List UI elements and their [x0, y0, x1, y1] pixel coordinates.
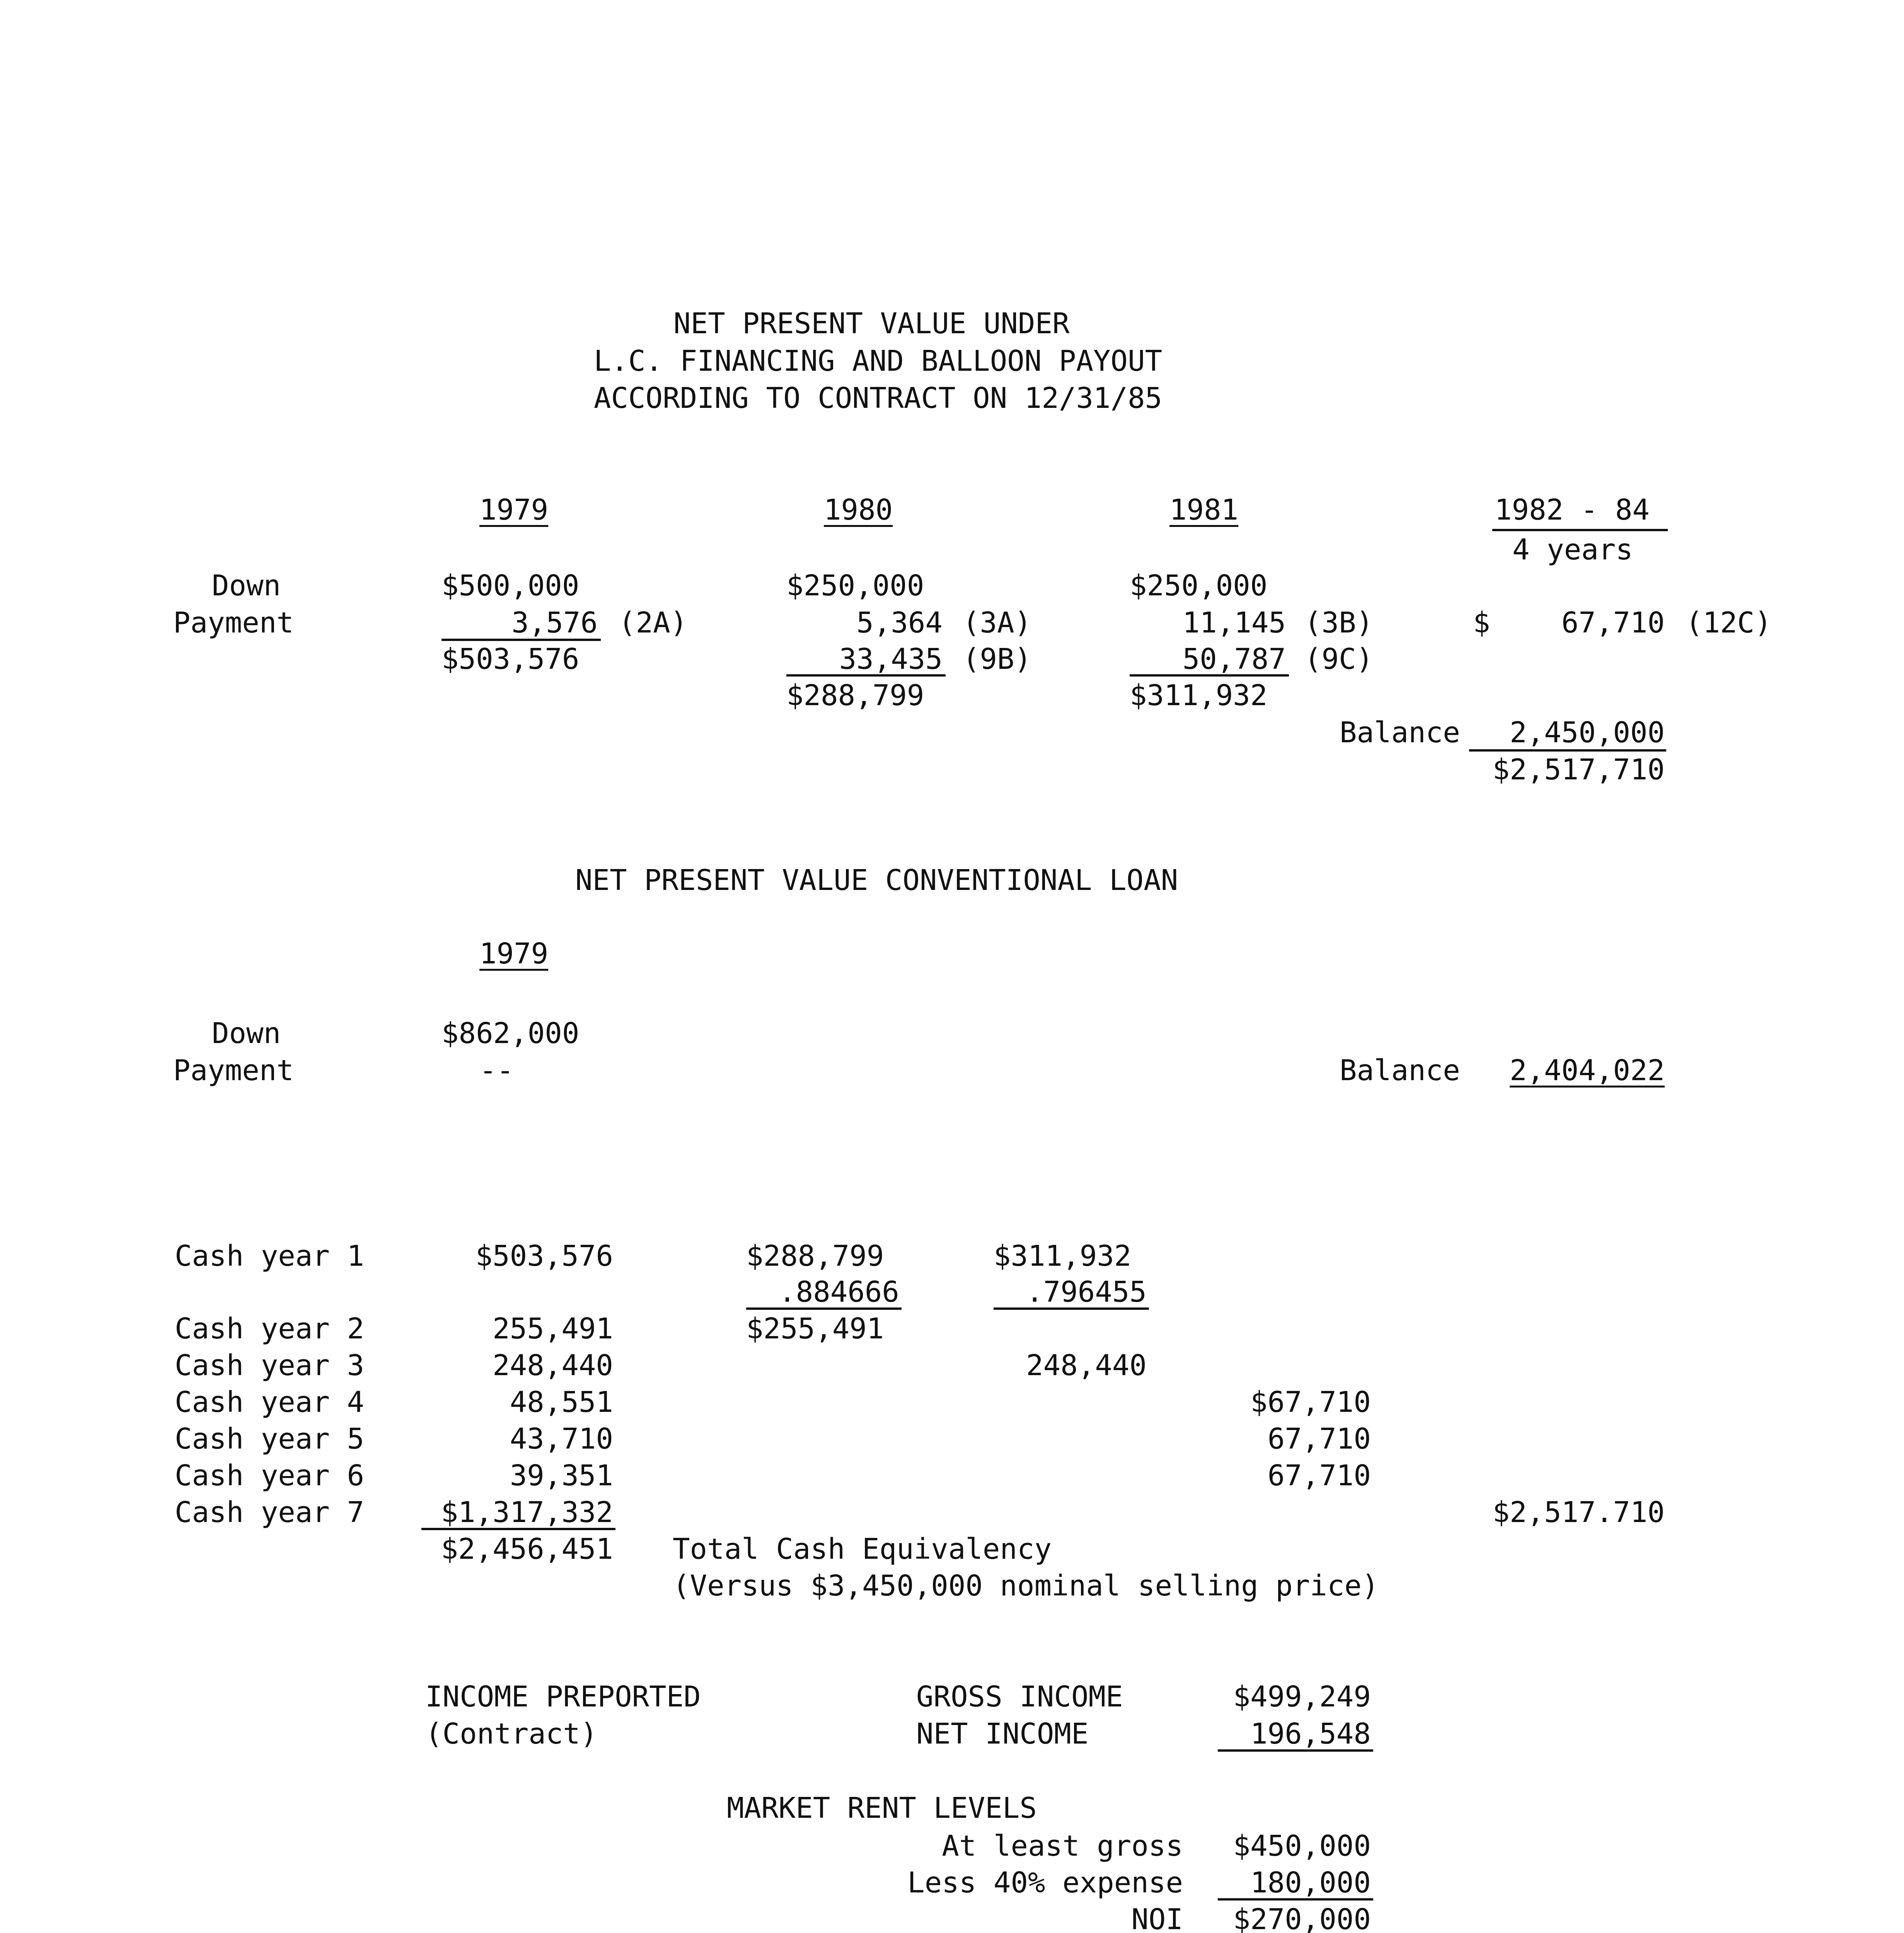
calc-1982-payment: 67,710	[1267, 1422, 1371, 1456]
market-expense-value: 180,000	[1250, 1866, 1371, 1899]
year-1980-header: 1980	[824, 493, 893, 527]
title-line-1: NET PRESENT VALUE UNDER	[673, 307, 1070, 340]
lc-1979-interest-ref: (2A)	[619, 606, 688, 639]
cash-year-label: Cash year 7	[175, 1496, 365, 1529]
conventional-year: 1979	[479, 937, 549, 970]
lc-1981-interest-ref: (3B)	[1304, 606, 1374, 639]
lc-1982-payment-ref: (12C)	[1686, 606, 1772, 639]
lc-1980-down: $250,000	[786, 569, 924, 602]
cash-year-label: Cash year 5	[175, 1422, 365, 1456]
lc-1980-total: $288,799	[786, 679, 924, 712]
year-1979-header: 1979	[479, 493, 549, 527]
cash-year-label: Cash year 3	[175, 1349, 365, 1382]
net-income-label: NET INCOME	[916, 1717, 1089, 1751]
balloon-payment: $2,517.710	[1492, 1496, 1665, 1529]
cash-year-value: 248,440	[493, 1349, 613, 1382]
net-income-value: 196,548	[1250, 1717, 1371, 1751]
lc-1981-interest: 11,145	[1182, 606, 1286, 639]
year-1982-84-header: 1982 - 84	[1495, 493, 1650, 527]
cash-year-label: Cash year 4	[175, 1386, 365, 1419]
lc-1980-interest: 5,364	[856, 606, 943, 639]
conventional-down-label: Down	[212, 1017, 281, 1050]
lc-balance-value: 2,450,000	[1510, 716, 1665, 749]
gross-income-value: $499,249	[1233, 1680, 1371, 1713]
year-1981-header: 1981	[1169, 493, 1239, 527]
income-label-2: (Contract)	[425, 1717, 598, 1751]
payment-label: Payment	[173, 606, 294, 639]
lc-1982-payment: 67,710	[1561, 606, 1665, 639]
lc-1980-balance-ref: (9B)	[963, 643, 1032, 676]
lc-1979-total: $503,576	[441, 643, 580, 676]
sum-rule	[1218, 1749, 1373, 1752]
conventional-balance-value: 2,404,022	[1510, 1054, 1665, 1087]
cash-year-value: 43,710	[510, 1422, 613, 1456]
cash-total: $2,456,451	[441, 1532, 613, 1566]
market-gross-value: $450,000	[1233, 1829, 1371, 1863]
down-label: Down	[212, 569, 281, 602]
calc-1982-payment: 67,710	[1267, 1459, 1371, 1492]
lc-balance-label: Balance	[1340, 716, 1460, 749]
calc-1980-amount: $288,799	[746, 1239, 884, 1273]
sum-rule	[441, 639, 601, 641]
calc-1981-factor: .796455	[1026, 1275, 1147, 1309]
title-line-2: L.C. FINANCING AND BALLOON PAYOUT	[594, 344, 1163, 378]
conventional-down-value: $862,000	[441, 1017, 580, 1050]
sum-rule	[1469, 749, 1666, 752]
market-expense-label: Less 40% expense	[907, 1866, 1183, 1899]
lc-1979-interest: 3,576	[511, 606, 598, 639]
calc-1981-result: 248,440	[1026, 1349, 1147, 1382]
lc-1981-total: $311,932	[1130, 679, 1268, 712]
conventional-title: NET PRESENT VALUE CONVENTIONAL LOAN	[575, 864, 1178, 897]
cash-note-1: Total Cash Equivalency	[673, 1532, 1052, 1566]
market-gross-label: At least gross	[942, 1829, 1183, 1863]
header-rule	[1492, 529, 1668, 531]
gross-income-label: GROSS INCOME	[916, 1680, 1123, 1713]
cash-note-2: (Versus $3,450,000 nominal selling price)	[673, 1569, 1379, 1602]
lc-1981-down: $250,000	[1130, 569, 1268, 602]
lc-1979-down: $500,000	[441, 569, 580, 602]
sum-rule	[786, 674, 946, 677]
sum-rule	[1130, 674, 1289, 677]
title-line-3: ACCORDING TO CONTRACT ON 12/31/85	[594, 382, 1163, 415]
calc-1981-amount: $311,932	[994, 1239, 1132, 1273]
sum-rule	[994, 1307, 1149, 1310]
lc-1982-dollar-sign: $	[1473, 606, 1490, 639]
cash-year-value: 255,491	[493, 1312, 613, 1345]
market-title: MARKET RENT LEVELS	[727, 1792, 1037, 1825]
cash-year-value: 48,551	[510, 1386, 613, 1419]
calc-1982-payment: $67,710	[1250, 1386, 1371, 1419]
cash-year-label: Cash year 1	[175, 1239, 365, 1273]
lc-1980-balance: 33,435	[839, 643, 943, 676]
market-noi-label: NOI	[1131, 1903, 1183, 1933]
conventional-dash: --	[479, 1054, 514, 1087]
lc-1981-balance-ref: (9C)	[1304, 643, 1374, 676]
cash-year-value: $503,576	[475, 1239, 613, 1273]
cash-year-label: Cash year 2	[175, 1312, 365, 1345]
cash-year-value: 39,351	[510, 1459, 613, 1492]
income-label-1: INCOME PREPORTED	[425, 1680, 701, 1713]
lc-1981-balance: 50,787	[1182, 643, 1286, 676]
lc-1980-interest-ref: (3A)	[963, 606, 1032, 639]
years-subheader: 4 years	[1512, 533, 1633, 566]
sum-rule	[746, 1307, 902, 1310]
market-noi-value: $270,000	[1233, 1903, 1371, 1933]
conventional-balance-label: Balance	[1340, 1054, 1460, 1087]
sum-rule	[1218, 1898, 1373, 1901]
cash-year-label: Cash year 6	[175, 1459, 365, 1492]
sum-rule	[421, 1528, 615, 1530]
lc-1982-total: $2,517,710	[1492, 753, 1665, 786]
cash-year-value: $1,317,332	[441, 1496, 613, 1529]
calc-1980-factor: .884666	[779, 1275, 899, 1309]
calc-1980-result: $255,491	[746, 1312, 884, 1345]
conventional-payment-label: Payment	[173, 1054, 294, 1087]
